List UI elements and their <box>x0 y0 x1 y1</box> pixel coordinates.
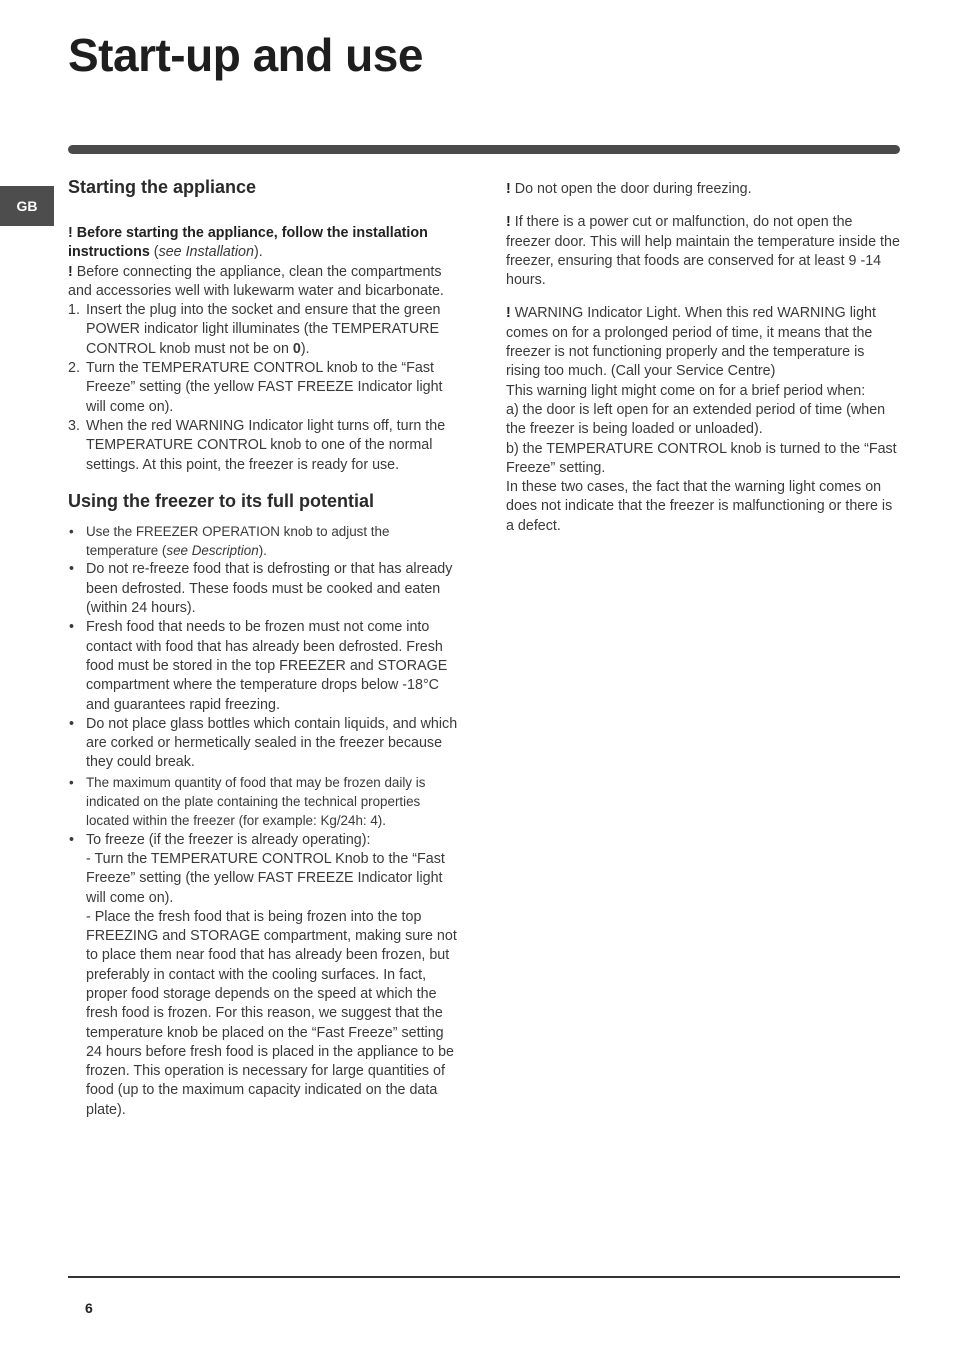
tip-item <box>68 522 460 561</box>
step-number: 2. <box>68 360 80 377</box>
tip-item: • Do not re-freeze food that is defrosting or that has already been defrosted. These foods must be cooked and eaten (within 24 hours). <box>68 560 460 618</box>
tip-item: • Fresh food that needs to be frozen must not come into contact with food that has already been defrosted. Fresh food must be stored in the top FREEZER and STORAGE compartment where the temperature drops below -18°C and guarantees rapid freezing. <box>68 618 460 714</box>
tip-text: Use the FREEZER OPERATION knob to adjust the temperature ( <box>86 523 390 559</box>
warning-mark: ! <box>506 214 511 231</box>
note-line: a) the door is left open for an extended period of time (when the freezer is being loaded or unloaded). <box>506 401 886 438</box>
note-text: Do not open the door during freezing. <box>510 181 752 197</box>
step-item <box>68 417 460 475</box>
tip-tail: ). <box>258 543 267 559</box>
installation-warning <box>68 224 460 263</box>
note-text: WARNING Indicator Light. When this red WARNING light comes on for a prolonged period of time, it means that the freezer is not functioning properly and the temperature is rising too much. (Call your Service Centre) <box>506 305 876 380</box>
right-column <box>506 180 900 536</box>
tip-substep: - Turn the TEMPERATURE CONTROL Knob to the “Fast Freeze” setting (the yellow FAST FREEZE Indicator light will come on). <box>86 850 445 906</box>
page-title: Start-up and use <box>68 29 423 81</box>
paren-open: ( <box>149 244 159 261</box>
note-door <box>506 180 900 199</box>
paren-close: ). <box>253 244 263 261</box>
note-line: This warning light might come on for a brief period when: <box>506 382 866 399</box>
note-power-cut <box>506 213 900 290</box>
installation-warning-text: Before starting the appliance, follow the installation instructions <box>68 225 428 261</box>
see-description-ref: see Description <box>166 543 259 559</box>
step-text: When the red WARNING Indicator light turns off, turn the TEMPERATURE CONTROL knob to one of the normal settings. At this point, the freezer is ready for use. <box>86 417 446 473</box>
potential-heading: Using the freezer to its full potential <box>68 490 375 511</box>
note-line: In these two cases, the fact that the warning light comes on does not indicate that the freezer is malfunctioning or there is a defect. <box>506 479 893 534</box>
tip-lead: • To freeze (if the freezer is already operating): <box>86 831 371 848</box>
page-number: 6 <box>85 1300 93 1316</box>
language-tab: GB <box>0 186 54 226</box>
cleaning-warning-text: Before connecting the appliance, clean the compartments and accessories well with lukewarm water and bicarbonate. <box>68 263 444 299</box>
step-tail: ). <box>300 340 310 357</box>
step-number: 3. <box>68 417 80 434</box>
tip-substep: - Place the fresh food that is being frozen into the top FREEZING and STORAGE compartment, making sure not to place them near food that has already been frozen, but preferably in contact with the cooling surfaces. In fact, proper food storage depends on the speed at which the fresh food is frozen. For this reason, we suggest that the temperature knob be placed on the “Fast Freeze” setting 24 hours before fresh food is placed in the appliance to be frozen. This operation is necessary for large quantities of food (up to the maximum capacity indicated on the data plate). <box>86 908 457 1118</box>
header-rule <box>68 145 900 154</box>
see-installation-ref: see Installation <box>158 244 254 261</box>
step-text: Turn the TEMPERATURE CONTROL knob to the “Fast Freeze” setting (the yellow FAST FREEZE Indicator light will come on). <box>86 360 443 415</box>
step-text: Insert the plug into the socket and ensure that the green POWER indicator light illuminates (the TEMPERATURE CONTROL knob must not be on <box>86 302 441 357</box>
startup-steps <box>68 301 460 475</box>
note-warning-light <box>506 304 900 381</box>
left-column <box>68 177 460 1120</box>
note-text: If there is a power cut or malfunction, do not open the freezer door. This will help maintain the temperature inside the freezer, ensuring that foods are conserved for at least 9 -14 hours. <box>506 214 900 289</box>
warning-mark: ! <box>68 263 73 280</box>
tip-item: • Do not place glass bottles which contain liquids, and which are corked or hermetically sealed in the freezer because they could break. <box>68 715 460 773</box>
starting-heading: Starting the appliance <box>68 177 257 197</box>
cleaning-warning <box>68 263 460 302</box>
step-number: 1. <box>68 302 80 319</box>
step-item <box>68 301 460 359</box>
note-line: b) the TEMPERATURE CONTROL knob is turned to the “Fast Freeze” setting. <box>506 440 897 476</box>
tip-item <box>68 831 460 1120</box>
step-bold: 0 <box>292 340 301 357</box>
footer-rule <box>68 1276 900 1278</box>
warning-mark: ! <box>68 225 73 241</box>
usage-tips <box>68 522 460 1120</box>
tip-item: • The maximum quantity of food that may be frozen daily is indicated on the plate containing the technical properties located within the freezer (for example: Kg/24h: 4). <box>68 773 460 831</box>
warning-mark: ! <box>506 181 511 197</box>
warning-mark: ! <box>506 305 511 322</box>
step-item <box>68 359 460 417</box>
